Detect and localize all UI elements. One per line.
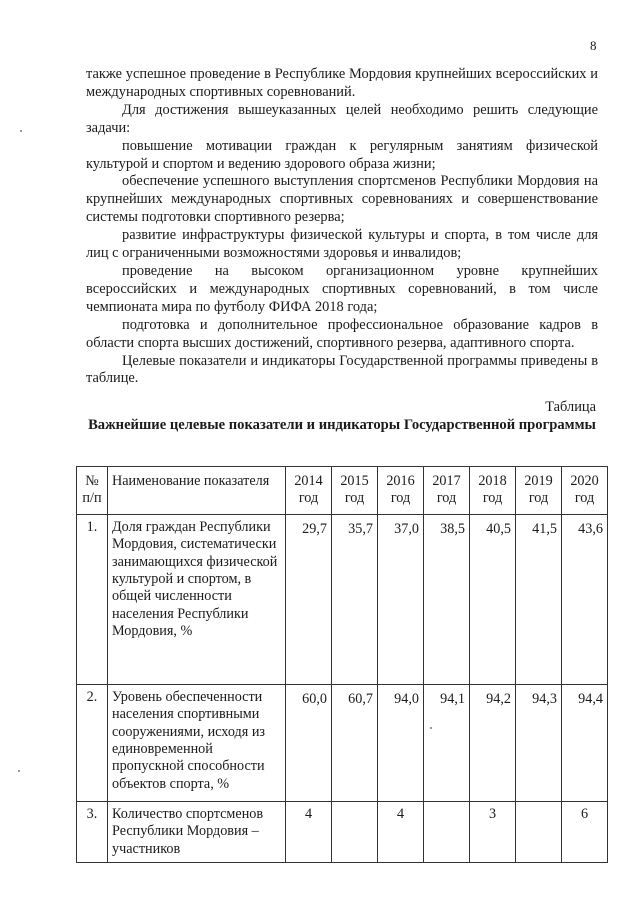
row-num: 1.: [77, 514, 108, 684]
table-caption: Таблица: [545, 399, 596, 415]
indicators-table: [76, 466, 608, 863]
row-name: Количество спортсменов Республики Мордовия – участников: [108, 801, 286, 862]
header-num: № п/п: [77, 467, 108, 515]
header-year: 2017 год: [424, 467, 470, 515]
row-value: [516, 801, 562, 862]
row-value: 35,7: [332, 514, 378, 684]
row-value: 94,1: [424, 684, 470, 801]
page-number: 8: [590, 38, 597, 53]
header-year: 2015 год: [332, 467, 378, 515]
row-value: [332, 801, 378, 862]
row-value: 60,7: [332, 684, 378, 801]
header-year: 2019 год: [516, 467, 562, 515]
scan-speck: [18, 770, 20, 772]
row-value: 60,0: [286, 684, 332, 801]
row-value: 43,6: [562, 514, 608, 684]
row-value: 38,5: [424, 514, 470, 684]
row-value: 6: [562, 801, 608, 862]
row-value: 3: [470, 801, 516, 862]
row-num: 2.: [77, 684, 108, 801]
paragraph-7: подготовка и дополнительное профессиональное образование кадров в области спорта высших достижений, спортивного резерва, адаптивного спорта.: [86, 316, 598, 351]
scan-speck: [430, 727, 432, 729]
row-value: 4: [286, 801, 332, 862]
row-value: 37,0: [378, 514, 424, 684]
header-year: 2018 год: [470, 467, 516, 515]
row-value: 94,4: [562, 684, 608, 801]
row-value: 94,3: [516, 684, 562, 801]
paragraph-2: Для достижения вышеуказанных целей необходимо решить следующие задачи:: [86, 101, 598, 136]
row-value: 40,5: [470, 514, 516, 684]
paragraph-3: повышение мотивации граждан к регулярным занятиям физической культурой и спортом и ведению здорового образа жизни;: [86, 137, 598, 172]
row-value: 94,2: [470, 684, 516, 801]
paragraph-4: обеспечение успешного выступления спортсменов Республики Мордовия на крупнейших международных спортивных соревнованиях и совершенствование системы подготовки спортивного резерва;: [86, 173, 598, 226]
row-name: Доля граждан Республики Мордовия, систематически занимающихся физической культурой и спортом, в общей численности населения Республики Мордовия, %: [108, 514, 286, 684]
table-row: [77, 801, 608, 862]
paragraph-6: проведение на высоком организационном уровне крупнейших всероссийских и международных спортивных соревнований, в том числе чемпионата мира по футболу ФИФА 2018 года;: [86, 262, 598, 315]
row-value: 29,7: [286, 514, 332, 684]
header-year: 2020 год: [562, 467, 608, 515]
row-num: 3.: [77, 801, 108, 862]
table-row: [77, 514, 608, 684]
table-header-row: [77, 467, 608, 515]
paragraph-8: Целевые показатели и индикаторы Государственной программы приведены в таблице.: [86, 352, 598, 387]
table-row: [77, 684, 608, 801]
scan-speck: [20, 130, 22, 132]
body-text: [86, 66, 598, 388]
table-title: Важнейшие целевые показатели и индикаторы Государственной программы: [88, 417, 596, 433]
header-name: Наименование показателя: [108, 467, 286, 515]
row-value: [424, 801, 470, 862]
row-value: 94,0: [378, 684, 424, 801]
row-name: Уровень обеспеченности населения спортивными сооружениями, исходя из единовременной пропускной способности объектов спорта, %: [108, 684, 286, 801]
paragraph-5: развитие инфраструктуры физической культуры и спорта, в том числе для лиц с ограниченными возможностями здоровья и инвалидов;: [86, 227, 598, 262]
header-year: 2014 год: [286, 467, 332, 515]
row-value: 4: [378, 801, 424, 862]
header-year: 2016 год: [378, 467, 424, 515]
row-value: 41,5: [516, 514, 562, 684]
paragraph-1: также успешное проведение в Республике Мордовия крупнейших всероссийских и международных спортивных соревнований.: [86, 66, 598, 100]
